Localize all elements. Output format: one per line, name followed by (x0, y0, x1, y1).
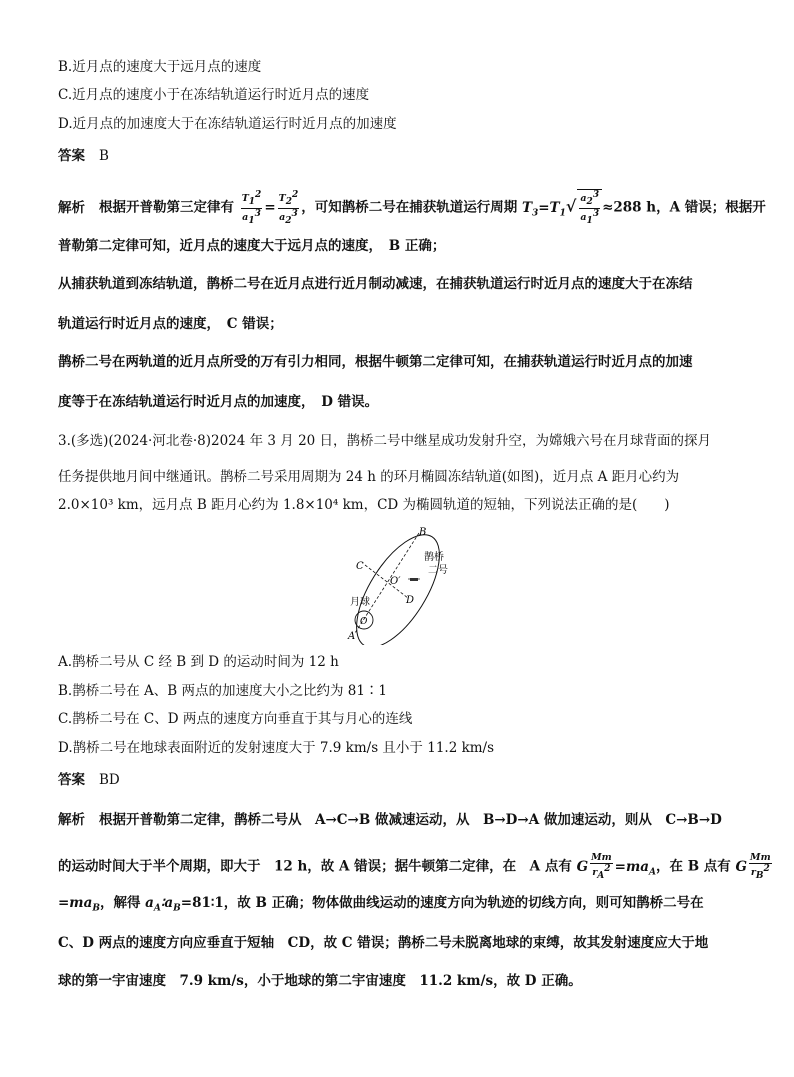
analysis3-line-5: 球的第一宇宙速度 7.9 km/s，小于地球的第二宇宙速度 11.2 km/s，故 D 正确。 (58, 973, 582, 989)
analysis3-line-4: C、D 两点的速度方向应垂直于短轴 CD，故 C 错误；鹊桥二号未脱离地球的束缚，故其发射速度应大于地 (58, 935, 709, 951)
prev-option-c: C.近月点的速度小于在冻结轨道运行时近月点的速度 (58, 87, 370, 103)
gravity-formula-a: G $\frac{Mm}{r_A^2}$ $=ma_A$ (576, 852, 656, 882)
analysis-line-2: 普勒第二定律可知，近月点的速度大于远月点的速度， B 正确； (58, 238, 446, 254)
ratio-formula: $a_A∶a_B=81∶1$ (145, 895, 224, 914)
option-3b: B.鹊桥二号在 A、B 两点的加速度大小之比约为 81∶1 (58, 683, 388, 699)
question-3-line-3: 2.0×10³ km，远月点 B 距月心约为 1.8×10⁴ km，CD 为椭圆轨道的短轴，下列说法正确的是( ) (58, 497, 670, 513)
analysis3-line-3: $=ma_B$，解得 $a_A∶a_B=81∶1$，故 B 正确；物体做曲线运动的速度方向为轨迹的切线方向，则可知鹊桥二号在 (58, 895, 704, 914)
label-satellite-1: 鹊桥 (424, 552, 444, 563)
answer-3-value: BD (99, 772, 120, 788)
option-3a: A.鹊桥二号从 C 经 B 到 D 的运动时间为 12 h (58, 654, 339, 670)
orbit-diagram (338, 523, 468, 645)
question-3-line-2: 任务提供地月间中继通讯。鹊桥二号采用周期为 24 h 的环月椭圆冻结轨道(如图)，近月点 A 距月心约为 (58, 469, 680, 485)
answer-row-3: 答案 BD (58, 772, 120, 788)
kepler-fraction-2: $\frac{T_2^2}{a_2^3}$ (278, 189, 299, 226)
label-o-prime: O′ (390, 576, 401, 587)
label-satellite-2: 二号 (428, 565, 448, 576)
label-b: B (419, 527, 427, 538)
gravity-formula-b: G $\frac{Mm}{r_B^2}$ (735, 852, 771, 882)
sqrt-term: $\frac{a_2^3}{a_1^3}$ (577, 189, 602, 227)
satellite-icon (410, 578, 418, 581)
answer-label: 答案 (58, 148, 85, 164)
answer-row-1 (58, 146, 754, 166)
option-3c: C.鹊桥二号在 C、D 两点的速度方向垂直于其与月心的连线 (58, 711, 413, 727)
kepler-fraction-1: $\frac{T_1^2}{a_1^3}$ (241, 189, 262, 226)
period-formula: $T_3=T_1$ (521, 199, 566, 219)
answer-value: B (99, 148, 109, 164)
analysis-line-4: 轨道运行时近月点的速度， C 错误； (58, 316, 283, 332)
analysis-line-5: 鹊桥二号在两轨道的近月点所受的万有引力相同，根据牛顿第二定律可知，在捕获轨道运行时近月点的加速 (58, 354, 693, 370)
analysis-label: 解析 (58, 199, 85, 216)
label-d: D (406, 595, 415, 606)
analysis-line-1: 解析 根据开普勒第三定律有 $\frac{T_1^2}{a_1^3}$ = $\frac{T_2^2}{a_2^3}$ ，可知鹊桥二号在捕获轨道运行周期 $T_3=T_1√$ $\frac{a_2^3}{a_1^3}$ ≈288 h，A 错误；根据开 (58, 189, 766, 227)
analysis3-line-1: 解析 根据开普勒第二定律，鹊桥二号从 A→C→B 做减速运动，从 B→D→A 做加速运动，则从 C→B→D (58, 812, 722, 828)
analysis-line-3: 从捕获轨道到冻结轨道，鹊桥二号在近月点进行近月制动减速，在捕获轨道运行时近月点的速度大于在冻结 (58, 276, 693, 292)
label-c: C (356, 561, 364, 572)
label-o: O (360, 617, 368, 627)
question-3-line-1: 3.(多选)(2024·河北卷·8)2024 年 3 月 20 日，鹊桥二号中继星成功发射升空，为嫦娥六号在月球背面的探月 (58, 433, 712, 449)
label-a: A (348, 631, 356, 642)
option-3d: D.鹊桥二号在地球表面附近的发射速度大于 7.9 km/s 且小于 11.2 km/s (58, 740, 495, 756)
label-moon: 月球 (350, 597, 370, 608)
prev-option-b: B.近月点的速度大于远月点的速度 (58, 59, 262, 75)
analysis-line-6: 度等于在冻结轨道运行时近月点的加速度， D 错误。 (58, 394, 379, 410)
prev-option-d: D.近月点的加速度大于在冻结轨道运行时近月点的加速度 (58, 116, 397, 132)
analysis3-line-2: 的运动时间大于半个周期，即大于 12 h，故 A 错误；据牛顿第二定律，在 A 点有 G $\frac{Mm}{r_A^2}$ $=ma_A$，在 B 点有 G $\frac{Mm}{r_B^2}$ (58, 852, 754, 882)
